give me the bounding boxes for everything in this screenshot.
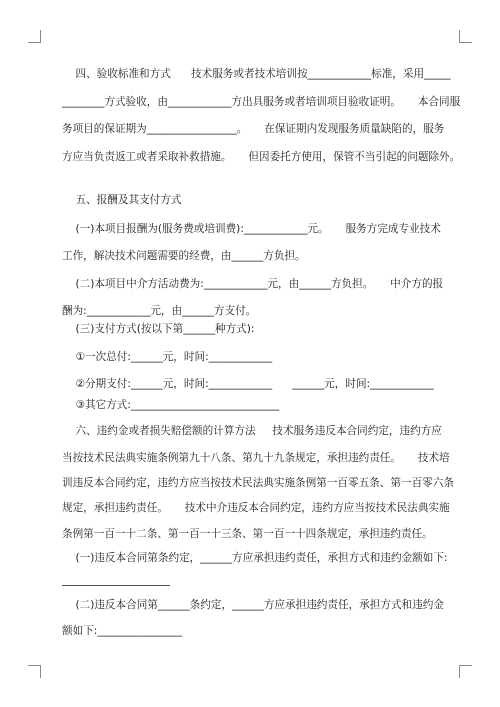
text-line: 规定，承担违约责任。 技术中介违反本合同约定，违约方应当按技术民法典实施 [62, 502, 450, 514]
text-line: (一)违反本合同第条约定，______方应承担违约责任，承担方式和违约金额如下: [62, 552, 448, 564]
text-line: 训违反本合同约定，违约方应当按技术民法典实施条例第一百零五条、第一百零六条 [62, 477, 454, 489]
text-line: 四、验收标准和方式 技术服务或者技术培训按____________标准，采用_____ [62, 68, 451, 80]
text-line: 条例第一百一十二条、第一百一十三条、第一百一十四条规定，承担违约责任。 [62, 528, 433, 540]
text-line: 六、违约金或者损失赔偿额的计算方法 技术服务违反本合同约定，违约方应 [62, 425, 442, 437]
section-heading: 五、报酬及其支付方式 [62, 194, 182, 206]
text-line: (一)本项目报酬为(服务费或培训费):____________元。 服务方完成专业技术 [62, 223, 441, 235]
text-line: 额如下:________________ [62, 625, 183, 637]
crop-mark-bottom-right [459, 665, 472, 678]
text-line: (二)本项目中介方活动费为:____________元，由______方负担。 中介方的报 [62, 278, 444, 290]
text-line: 当按技术民法典实施条例第九十八条、第九十九条规定，承担违约责任。 技术培 [62, 452, 450, 464]
text-line: ③其它方式:____________________________ [62, 399, 280, 411]
text-line: (二)违反本合同第______条约定，______方应承担违约责任，承担方式和违约金 [62, 599, 444, 611]
crop-mark-top-left [28, 30, 41, 43]
text-line: 酬为:____________元，由______方支付。 [62, 305, 257, 317]
text-line: ②分期支付:______元，时间:____________ ______元，时间:____________ [62, 378, 434, 390]
text-line: 方应当负责返工或者采取补救措施。 但因委托方使用，保管不当引起的问题除外。 [62, 151, 461, 163]
text-line: (三)支付方式(按以下第______种方式): [62, 323, 255, 335]
blank-fill-line [62, 585, 170, 586]
crop-mark-top-right [459, 30, 472, 43]
text-line: 工作，解决技术问题需要的经费，由______方负担。 [62, 250, 306, 262]
text-line: 务项目的保证期为_________________。 在保证期内发现服务质量缺陷的，服务 [62, 123, 445, 135]
text-line: ________方式验收，由____________方出具服务或者培训项目验收证明。 本合同服 [62, 96, 461, 108]
text-line: ①一次总付:______元，时间:____________ [62, 351, 273, 363]
crop-mark-bottom-left [28, 665, 41, 678]
